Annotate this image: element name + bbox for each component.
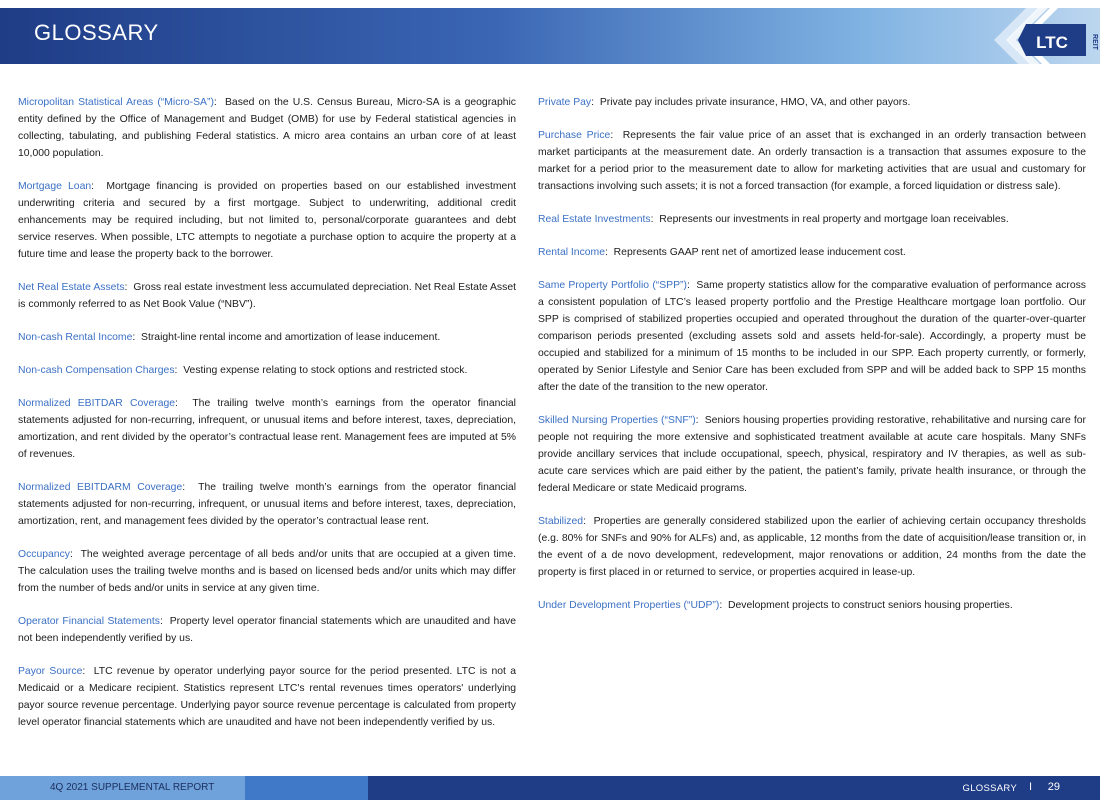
- glossary-entry: [538, 94, 1086, 111]
- right-column: [538, 94, 1086, 630]
- term-colon: :: [686, 280, 690, 291]
- glossary-definition: Represents the fair value price of an asset that is exchanged in an orderly transaction between market participants at the measurement date. An orderly transaction is a transaction that assumes exposure to the market for a period prior to the measurement date to allow for marketing activities that are usual and customary for transactions involving such assets; it is not a forced transaction (for example, a forced liquidation or distress sale).: [538, 130, 1086, 192]
- ltc-logo: [990, 8, 1100, 72]
- glossary-term: Stabilized: [538, 516, 584, 527]
- glossary-term: Purchase Price: [538, 130, 611, 141]
- glossary-definition: The weighted average percentage of all beds and/or units that are occupied at a given time. The calculation uses the trailing twelve months and is based on licensed beds and/or units which may differ from the number of beds and/or units in service at any given time.: [18, 549, 516, 594]
- glossary-term: Non-cash Rental Income: [18, 332, 133, 343]
- term-colon: :: [174, 365, 178, 376]
- glossary-entry: [18, 279, 516, 313]
- glossary-definition: Seniors housing properties providing restorative, rehabilitative and nursing care for people not requiring the more extensive and sophisticated treatment available at acute care hospitals. Many SNFs provide ancillary services that include occupational, speech, physical, respiratory and IV therapies, as well as sub-acute care services which are paid either by the patient, the patient’s family, private health insurance, or through the federal Medicare or state Medicaid programs.: [538, 415, 1086, 494]
- glossary-definition: Straight-line rental income and amortization of lease inducement.: [141, 332, 441, 343]
- glossary-term: Normalized EBITDAR Coverage: [18, 398, 176, 409]
- glossary-definition: Represents our investments in real property and mortgage loan receivables.: [659, 214, 1009, 225]
- glossary-definition: Properties are generally considered stabilized upon the earlier of achieving certain occupancy thresholds (e.g. 80% for SNFs and 90% for ALFs) and, as applicable, 12 months from the date of acquisition/lease transition or, in the event of a de novo development, redevelopment, major renovations or addition, 24 months from the date the property is first placed in or returned to service, or properties acquired in lease-up.: [538, 516, 1086, 578]
- glossary-definition: Private pay includes private insurance, HMO, VA, and other payors.: [599, 97, 911, 108]
- term-colon: :: [610, 130, 614, 141]
- term-colon: :: [650, 214, 654, 225]
- glossary-definition: Vesting expense relating to stock options and restricted stock.: [183, 365, 468, 376]
- glossary-definition: Property level operator financial statements which are unaudited and have not been independently verified by us.: [18, 616, 516, 644]
- glossary-definition: Development projects to construct seniors housing properties.: [728, 600, 1013, 611]
- term-colon: :: [583, 516, 586, 527]
- glossary-term: Skilled Nursing Properties (“SNF”): [538, 415, 696, 426]
- glossary-entry: [538, 513, 1086, 581]
- logo-subtext: REIT: [1091, 34, 1098, 50]
- term-colon: :: [719, 600, 723, 611]
- term-colon: :: [124, 282, 128, 293]
- glossary-entry: [538, 244, 1086, 261]
- glossary-entry: [18, 663, 516, 731]
- page-header: [0, 8, 1100, 64]
- page-title: GLOSSARY: [34, 20, 159, 45]
- term-colon: :: [591, 97, 595, 108]
- glossary-entry: [538, 211, 1086, 228]
- glossary-entry: [18, 546, 516, 597]
- glossary-entry: [18, 479, 516, 530]
- left-column: [18, 94, 516, 747]
- glossary-definition: Mortgage financing is provided on properties based on our established investment underwriting criteria and secured by a first mortgage. Subject to underwriting, additional credit enhancements may be required including, but not limited to, personal/corporate guarantees and debt service reserves. When possible, LTC attempts to negotiate a purchase option to acquire the property at a future time and lease the property back to the borrower.: [18, 181, 516, 260]
- footer-section-name: GLOSSARY: [962, 783, 1017, 794]
- glossary-term: Mortgage Loan: [18, 181, 92, 192]
- term-colon: :: [82, 666, 86, 677]
- term-colon: :: [132, 332, 136, 343]
- glossary-term: Under Development Properties (“UDP”): [538, 600, 720, 611]
- term-colon: :: [605, 247, 608, 258]
- glossary-term: Rental Income: [538, 247, 605, 258]
- footer-report-title: 4Q 2021 SUPPLEMENTAL REPORT: [50, 782, 215, 793]
- glossary-term: Net Real Estate Assets: [18, 282, 125, 293]
- page-number: 29: [1047, 781, 1060, 793]
- term-colon: :: [91, 181, 95, 192]
- page-footer: [0, 776, 1100, 800]
- glossary-term: Normalized EBITDARM Coverage: [18, 482, 183, 493]
- glossary-entry: [538, 127, 1086, 195]
- footer-separator: I: [1028, 781, 1032, 793]
- glossary-term: Micropolitan Statistical Areas (“Micro-SA”): [18, 97, 214, 108]
- glossary-term: Operator Financial Statements: [18, 616, 160, 627]
- term-colon: :: [695, 415, 699, 426]
- glossary-definition: Represents GAAP rent net of amortized lease inducement cost.: [613, 247, 906, 258]
- term-colon: :: [69, 549, 73, 560]
- term-colon: :: [182, 482, 186, 493]
- glossary-term: Private Pay: [538, 97, 592, 108]
- glossary-entry: [18, 178, 516, 263]
- glossary-entry: [18, 94, 516, 162]
- glossary-entry: [538, 597, 1086, 614]
- glossary-term: Real Estate Investments: [538, 214, 651, 225]
- glossary-term: Occupancy: [18, 549, 70, 560]
- glossary-entry: [18, 329, 516, 346]
- glossary-definition: The trailing twelve month’s earnings from the operator financial statements adjusted for non-recurring, infrequent, or unusual items and before interest, taxes, depreciation, amortization, rent, and management fees divided by the operator’s contractual lease rent.: [18, 482, 517, 527]
- glossary-term: Non-cash Compensation Charges: [18, 365, 175, 376]
- glossary-definition: Gross real estate investment less accumulated depreciation. Net Real Estate Asset is commonly referred to as Net Book Value (“NBV”).: [18, 282, 516, 310]
- term-colon: :: [160, 616, 163, 627]
- glossary-term: Payor Source: [18, 666, 83, 677]
- footer-mid-band: [245, 776, 368, 800]
- glossary-entry: [538, 412, 1086, 497]
- glossary-term: Same Property Portfolio (“SPP”): [538, 280, 687, 291]
- glossary-definition: The trailing twelve month’s earnings from the operator financial statements adjusted for non-recurring, infrequent, or unusual items and before interest, taxes, depreciation, amortization, and rent divided by the operator’s contractual lease rent. Management fees are imputed at 5% of revenues.: [18, 398, 516, 460]
- glossary-definition: Same property statistics allow for the comparative evaluation of performance across a consistent population of LTC’s leased property portfolio and the Prestige Healthcare mortgage loan portfolio. Our SPP is comprised of stabilized properties occupied and operated throughout the duration of the quarter-over-quarter comparison periods presented (excluding assets sold and assets held-for-sale). Accordingly, a property must be occupied and stabilized for a minimum of 15 months to be included in our SPP. Each property currently, or formerly, operated by Senior Lifestyle and Senior Care has been excluded from SPP and will be added back to SPP 15 months after the date of the transition to the new operator.: [538, 280, 1086, 393]
- term-colon: :: [175, 398, 178, 409]
- logo-text: LTC: [1036, 33, 1068, 52]
- glossary-entry: [18, 362, 516, 379]
- glossary-entry: [538, 277, 1086, 396]
- glossary-definition: Based on the U.S. Census Bureau, Micro-SA is a geographic entity defined by the Office of Management and Budget (OMB) for use by Federal statistical agencies in collecting, tabulating, and publishing Federal statistics. A micro area contains an urban core of at least 10,000 population.: [18, 97, 516, 159]
- term-colon: :: [213, 97, 217, 108]
- glossary-entry: [18, 395, 516, 463]
- glossary-entry: [18, 613, 516, 647]
- glossary-definition: LTC revenue by operator underlying payor source for the period presented. LTC is not a Medicaid or a Medicare recipient. Statistics represent LTC's rental revenues times operators' underlying payor source revenue percentage. Underlying payor source revenue percentage is calculated from property level operator financial statements which are unaudited and have not been independently verified by us.: [18, 666, 517, 728]
